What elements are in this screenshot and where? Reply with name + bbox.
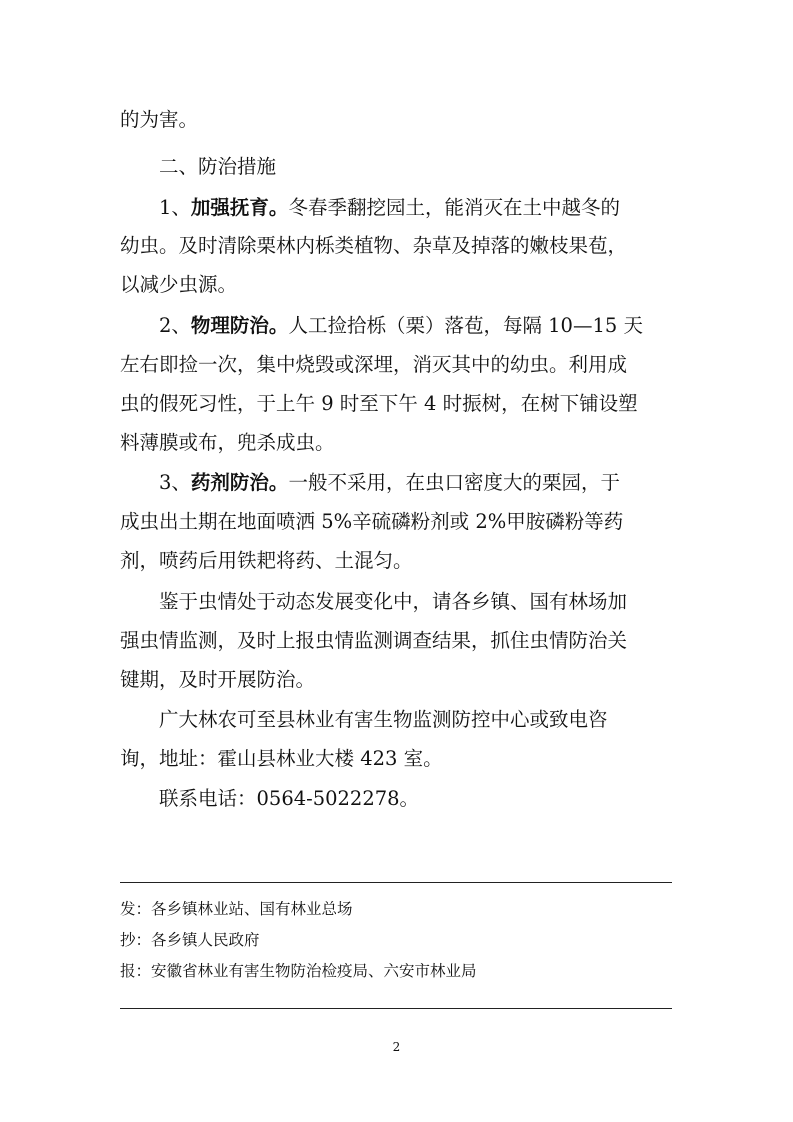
item-title: 加强抚育。 xyxy=(190,196,289,219)
text-line: 强虫情监测，及时上报虫情监测调查结果，抓住虫情防治关 xyxy=(120,629,628,652)
text-span: 人工捡拾栎（栗）落苞，每隔 10—15 天 xyxy=(288,314,643,337)
text-line: 的为害。 xyxy=(120,108,199,131)
text-line: 幼虫。及时清除栗林内栎类植物、杂草及掉落的嫩枝果苞， xyxy=(120,234,628,257)
text-line: 鉴于虫情处于动态发展变化中，请各乡镇、国有林场加 xyxy=(159,590,628,613)
text-line: 广大林农可至县林业有害生物监测防控中心或致电咨 xyxy=(159,708,608,731)
item-title: 物理防治。 xyxy=(190,314,289,337)
text-line: 料薄膜或布，兜杀成虫。 xyxy=(120,431,335,454)
text-line: 左右即捡一次，集中烧毁或深埋，消灭其中的幼虫。利用成 xyxy=(120,353,628,376)
paragraph-3-line xyxy=(159,471,620,495)
distribution-report: 报：安徽省林业有害生物防治检疫局、六安市林业局 xyxy=(120,962,477,980)
paragraph-1-line xyxy=(159,196,620,220)
text-line: 键期，及时开展防治。 xyxy=(120,668,316,691)
section-heading: 二、防治措施 xyxy=(159,155,277,178)
text-span: 冬春季翻挖园土，能消灭在土中越冬的 xyxy=(288,196,620,219)
page-number: 2 xyxy=(392,1040,401,1054)
divider-top xyxy=(120,882,672,883)
text-line: 剂，喷药后用铁耙将药、土混匀。 xyxy=(120,549,413,572)
item-number: 2、 xyxy=(159,314,191,337)
item-number: 1、 xyxy=(159,196,191,219)
contact-line: 联系电话：0564-5022278。 xyxy=(159,787,420,810)
text-line: 虫的假死习性，于上午 9 时至下午 4 时振树，在树下铺设塑 xyxy=(120,392,638,415)
text-line: 成虫出土期在地面喷洒 5%辛硫磷粉剂或 2%甲胺磷粉等药 xyxy=(120,510,624,533)
text-line: 以减少虫源。 xyxy=(120,273,238,296)
distribution-send: 发：各乡镇林业站、国有林业总场 xyxy=(120,900,353,918)
text-span: 一般不采用，在虫口密度大的栗园，于 xyxy=(288,471,620,494)
divider-bottom xyxy=(120,1008,672,1009)
text-line: 询，地址：霍山县林业大楼 423 室。 xyxy=(120,747,443,770)
paragraph-2-line xyxy=(159,314,643,338)
item-title: 药剂防治。 xyxy=(190,471,289,494)
item-number: 3、 xyxy=(159,471,191,494)
distribution-copy: 抄：各乡镇人民政府 xyxy=(120,931,260,949)
